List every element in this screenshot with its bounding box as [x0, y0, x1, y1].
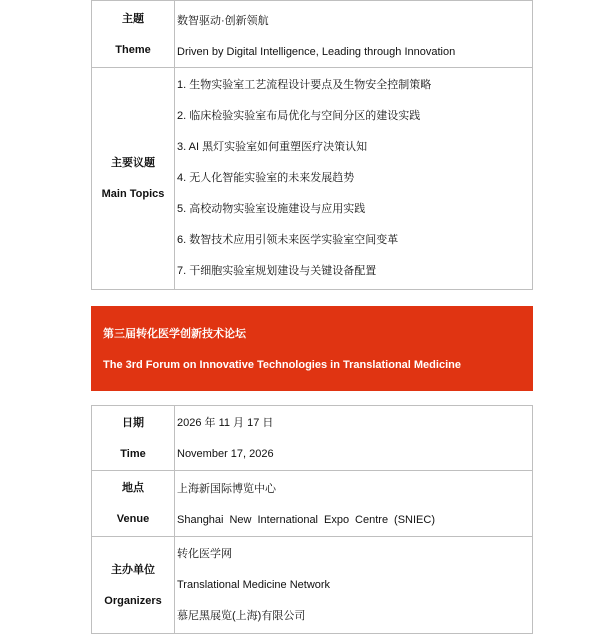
- main-topics-label-en: Main Topics: [101, 188, 165, 200]
- venue-label-cell: [92, 471, 175, 537]
- organizers-label-zh: 主办单位: [111, 563, 155, 576]
- topic-item: 2. 临床检验实验室布局优化与空间分区的建设实践: [177, 110, 421, 122]
- date-value-zh: 2026 年 11 月 17 日: [177, 417, 274, 429]
- forum-title-zh: 第三届转化医学创新技术论坛: [103, 328, 246, 340]
- date-value-en: November 17, 2026: [177, 448, 274, 460]
- venue-label-en: Venue: [116, 513, 150, 525]
- topic-item: 5. 高校动物实验室设施建设与应用实践: [177, 203, 366, 215]
- topic-item: 6. 数智技术应用引领未来医学实验室空间变革: [177, 234, 399, 246]
- venue-value-cell: [175, 471, 533, 537]
- main-topics-label-zh: 主要议题: [111, 157, 155, 169]
- theme-row: [92, 1, 533, 68]
- theme-value-cell: [175, 1, 533, 68]
- forum-banner: [91, 306, 533, 391]
- organizer-item: 慕尼黑展览(上海)有限公司: [177, 610, 306, 622]
- organizer-item: Translational Medicine Network: [177, 579, 331, 591]
- main-topics-value-cell: [175, 68, 533, 290]
- venue-value-en: Shanghai New International Expo Centre (SNIEC): [177, 514, 435, 526]
- topic-item: 4. 无人化智能实验室的未来发展趋势: [177, 172, 355, 184]
- venue-label-zh: 地点: [122, 482, 144, 494]
- event-details-table: [91, 405, 533, 634]
- organizers-label-cell: [92, 537, 175, 634]
- date-row: [92, 406, 533, 471]
- topic-item: 3. AI 黑灯实验室如何重塑医疗决策认知: [177, 141, 368, 153]
- forum-title-en: The 3rd Forum on Innovative Technologies in Translational Medicine: [103, 359, 461, 371]
- venue-row: [92, 471, 533, 537]
- date-value-cell: [175, 406, 533, 471]
- main-topics-label-cell: [92, 68, 175, 290]
- organizer-item: 转化医学网: [177, 548, 232, 560]
- organizers-row: [92, 537, 533, 634]
- theme-label-zh: 主题: [122, 12, 144, 25]
- date-label-zh: 日期: [122, 416, 144, 429]
- venue-value-zh: 上海新国际博览中心: [177, 483, 276, 495]
- theme-label-cell: [92, 1, 175, 68]
- theme-value-en: Driven by Digital Intelligence, Leading through Innovation: [177, 46, 456, 58]
- date-label-cell: [92, 406, 175, 471]
- theme-label-en: Theme: [115, 43, 151, 56]
- theme-value-zh: 数智驱动·创新领航: [177, 15, 269, 27]
- organizers-value-cell: [175, 537, 533, 634]
- organizers-label-en: Organizers: [104, 594, 162, 607]
- theme-topics-table: [91, 0, 533, 290]
- topic-item: 1. 生物实验室工艺流程设计要点及生物安全控制策略: [177, 79, 432, 91]
- topic-item: 7. 干细胞实验室规划建设与关键设备配置: [177, 265, 377, 277]
- date-label-en: Time: [120, 447, 146, 460]
- main-topics-row: [92, 68, 533, 290]
